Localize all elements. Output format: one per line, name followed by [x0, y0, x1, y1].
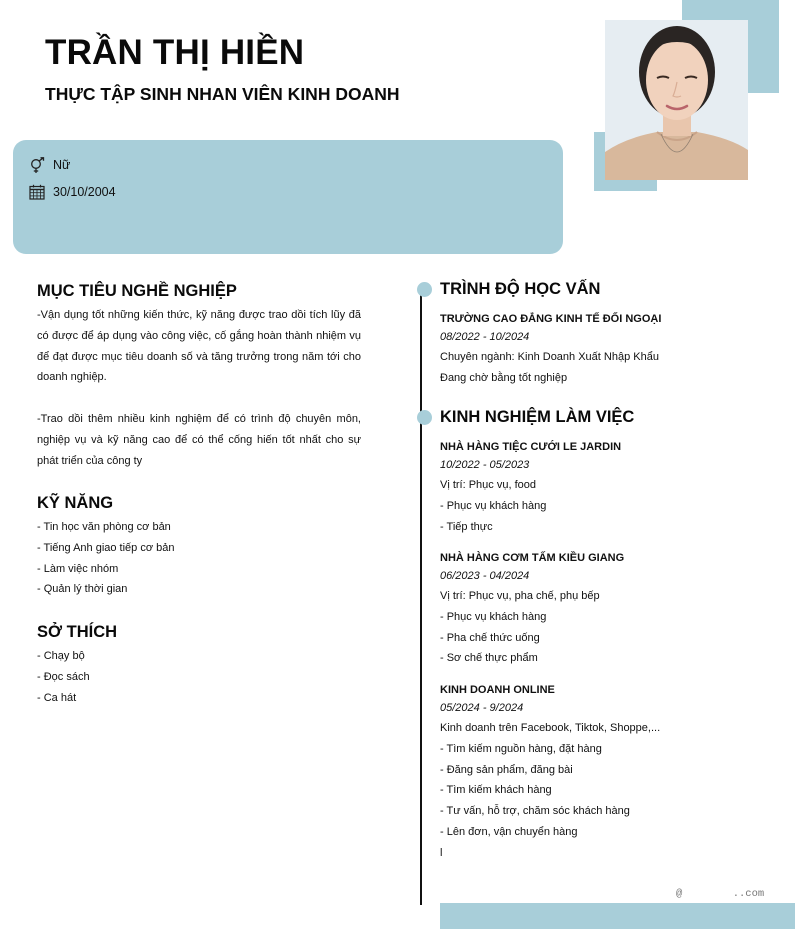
objective-paragraph-1: -Vận dụng tốt những kiến thức, kỹ năng được trao dồi tích lũy đã có được để áp dụng vào công việc, cố gắng hoàn thành nhiệm vụ để đạt được mục tiêu doanh số và tăng trưởng trong năm tới cho doanh nghiệp.: [37, 309, 361, 384]
birthdate-row: [28, 183, 116, 201]
experience-line: - Phục vụ khách hàng: [440, 499, 547, 512]
experience-entry: [440, 682, 780, 864]
skills-title: KỸ NĂNG: [37, 494, 114, 512]
objective-paragraph-2: -Trao dồi thêm nhiều kinh nghiệm để có trình độ chuyên môn, nghiệp vụ và kỹ năng cao để có thể cống hiến tốt nhất cho sự phát triển của công ty: [37, 413, 361, 467]
gender-row: [28, 156, 70, 174]
experience-period: 10/2022 - 05/2023: [440, 459, 530, 471]
gender-value: Nữ: [53, 158, 71, 172]
footer-accent-bar: [440, 903, 795, 929]
education-title: TRÌNH ĐỘ HỌC VẤN: [440, 280, 601, 298]
experience-entry: [440, 439, 780, 537]
gender-icon: [28, 156, 46, 174]
skill-item: - Tiếng Anh giao tiếp cơ bản: [37, 541, 175, 554]
profile-photo: [605, 20, 748, 180]
education-entry: [440, 311, 780, 389]
experience-line: - Tìm kiếm khách hàng: [440, 784, 552, 797]
education-line: Chuyên ngành: Kinh Doanh Xuất Nhập Khẩu: [440, 351, 659, 363]
experience-line: - Lên đơn, vận chuyển hàng: [440, 825, 578, 838]
experience-line: - Đăng sản phẩm, đăng bài: [440, 763, 573, 776]
experience-line: - Tiếp thực: [440, 520, 493, 533]
experience-line: Vị trí: Phục vụ, pha chế, phụ bếp: [440, 590, 600, 602]
timeline-dot-education: [417, 282, 432, 297]
experience-line: Vị trí: Phục vụ, food: [440, 479, 536, 491]
skills-list: [37, 517, 174, 600]
experience-line: Kinh doanh trên Facebook, Tiktok, Shoppe,...: [440, 722, 661, 734]
objective-title: MỤC TIÊU NGHỀ NGHIỆP: [37, 282, 237, 300]
personal-info-card: [13, 140, 563, 254]
candidate-name: TRẦN THỊ HIỀN: [45, 33, 305, 72]
education-line: Đang chờ bằng tốt nghiệp: [440, 371, 568, 384]
experience-line: - Phục vụ khách hàng: [440, 610, 547, 623]
experience-org: NHÀ HÀNG TIỆC CƯỚI LE JARDIN: [440, 441, 622, 453]
hobby-item: - Chạy bộ: [37, 650, 85, 662]
education-school: TRƯỜNG CAO ĐẲNG KINH TẾ ĐỐI NGOẠI: [440, 313, 662, 325]
experience-org: KINH DOANH ONLINE: [440, 684, 555, 696]
experience-line: - Sơ chế thực phẩm: [440, 652, 538, 665]
experience-line: - Tìm kiếm nguồn hàng, đặt hàng: [440, 742, 602, 755]
experience-entry: [440, 550, 780, 669]
experience-org: NHÀ HÀNG CƠM TẤM KIỀU GIANG: [440, 552, 625, 564]
experience-period: 06/2023 - 04/2024: [440, 570, 530, 582]
experience-line: - Pha chế thức uống: [440, 631, 540, 644]
experience-line: l: [440, 846, 443, 859]
experience-period: 05/2024 - 9/2024: [440, 702, 524, 714]
skill-item: - Quản lý thời gian: [37, 583, 128, 596]
portrait-icon: [605, 20, 748, 180]
timeline-dot-experience: [417, 410, 432, 425]
hobby-item: - Đọc sách: [37, 670, 90, 683]
experience-line: - Tư vấn, hỗ trợ, chăm sóc khách hàng: [440, 805, 630, 818]
education-period: 08/2022 - 10/2024: [440, 331, 530, 343]
hobby-item: - Ca hát: [37, 691, 77, 704]
hobbies-title: SỞ THÍCH: [37, 623, 118, 641]
skill-item: - Tin học văn phòng cơ bản: [37, 521, 171, 533]
skill-item: - Làm việc nhóm: [37, 562, 119, 575]
birthdate-value: 30/10/2004: [53, 185, 116, 199]
calendar-icon: [28, 183, 46, 201]
hobbies-list: [37, 646, 90, 708]
contact-email: @ ..com: [676, 888, 765, 900]
experience-title: KINH NGHIỆM LÀM VIỆC: [440, 408, 635, 426]
job-title: THỰC TẬP SINH NHAN VIÊN KINH DOANH: [45, 84, 400, 104]
timeline-line: [420, 290, 422, 905]
